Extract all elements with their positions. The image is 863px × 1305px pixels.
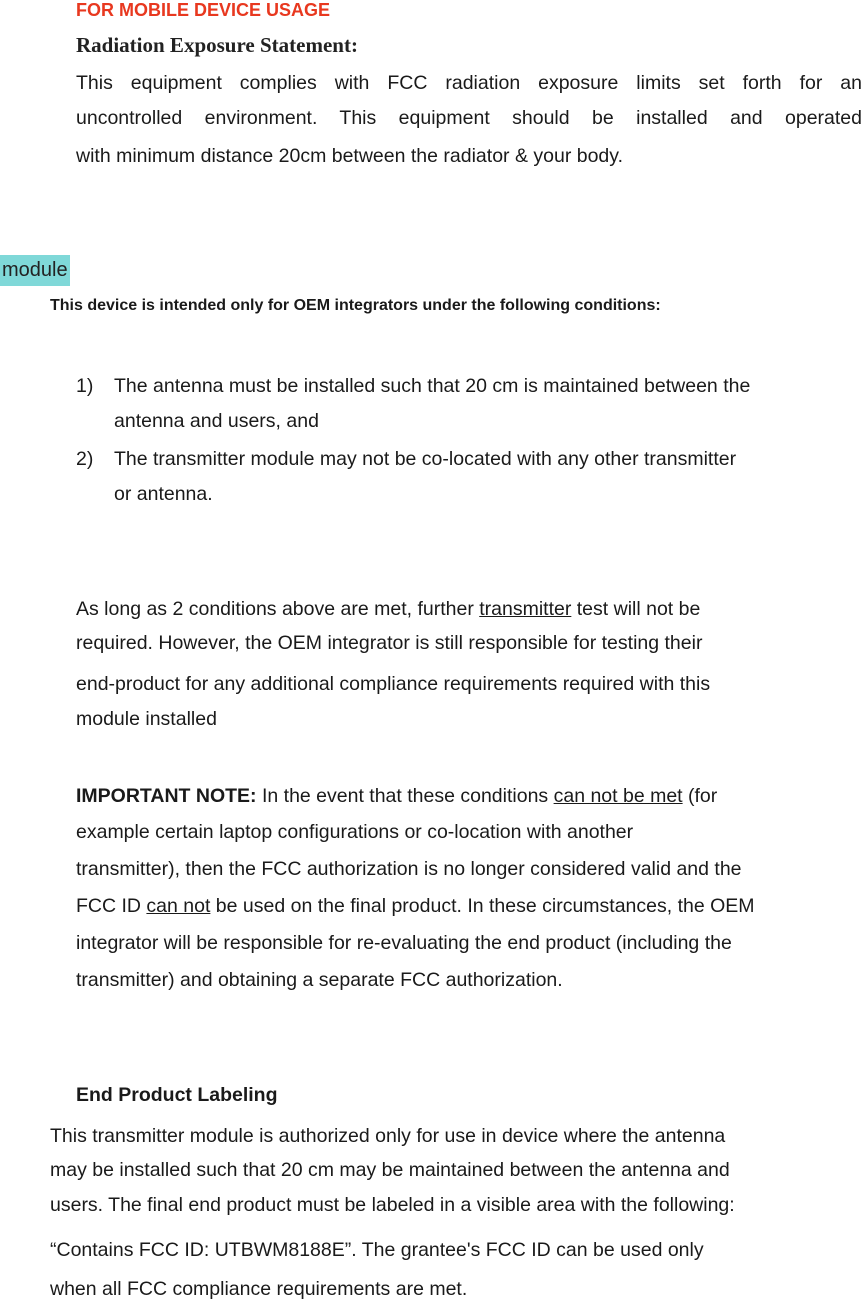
- labeling-line-5: when all FCC compliance requirements are met.: [50, 1278, 468, 1300]
- conditions-line-1: As long as 2 conditions above are met, further transmitter test will not be: [76, 598, 701, 620]
- note-line-5: integrator will be responsible for re-evaluating the end product (including the: [76, 932, 732, 954]
- note-line-1: IMPORTANT NOTE: In the event that these conditions can not be met (for: [76, 785, 718, 807]
- mobile-line-1: This equipment complies with FCC radiation exposure limits set forth for an: [76, 72, 862, 94]
- note-line-4: FCC ID can not be used on the final product. In these circumstances, the OEM: [76, 895, 755, 917]
- list-item-line: or antenna.: [114, 483, 213, 505]
- list-item-line: The antenna must be installed such that 20 cm is maintained between the: [114, 375, 751, 397]
- mobile-line-2: uncontrolled environment. This equipment should be installed and operated: [76, 107, 862, 129]
- module-highlight-tag: module: [0, 255, 70, 286]
- labeling-line-4: “Contains FCC ID: UTBWM8188E”. The grantee's FCC ID can be used only: [50, 1239, 704, 1261]
- mobile-usage-heading: FOR MOBILE DEVICE USAGE: [76, 0, 331, 20]
- note-line-6: transmitter) and obtaining a separate FCC authorization.: [76, 969, 563, 991]
- conditions-line-2: required. However, the OEM integrator is still responsible for testing their: [76, 632, 703, 654]
- list-item-line: antenna and users, and: [114, 410, 319, 432]
- mobile-line-3: with minimum distance 20cm between the radiator & your body.: [76, 145, 623, 167]
- list-item-line: The transmitter module may not be co-located with any other transmitter: [114, 448, 737, 470]
- list-item-number: 2): [76, 448, 94, 470]
- conditions-line-3: end-product for any additional compliance requirements required with this: [76, 673, 711, 695]
- can-not-be-met-underlined: can not be met: [553, 785, 683, 807]
- can-not-underlined: can not: [146, 895, 211, 917]
- list-item-number: 1): [76, 375, 94, 397]
- oem-intro: This device is intended only for OEM integrators under the following conditions:: [50, 297, 661, 314]
- important-note-label: IMPORTANT NOTE:: [76, 785, 257, 807]
- note-line-3: transmitter), then the FCC authorization is no longer considered valid and the: [76, 858, 742, 880]
- transmitter-underlined: transmitter: [479, 598, 572, 620]
- labeling-line-2: may be installed such that 20 cm may be maintained between the antenna and: [50, 1159, 730, 1181]
- radiation-statement-title: Radiation Exposure Statement:: [76, 33, 358, 57]
- labeling-line-3: users. The final end product must be labeled in a visible area with the following:: [50, 1194, 735, 1216]
- labeling-line-1: This transmitter module is authorized only for use in device where the antenna: [50, 1125, 726, 1147]
- end-product-labeling-heading: End Product Labeling: [76, 1084, 278, 1106]
- note-line-2: example certain laptop configurations or co-location with another: [76, 821, 634, 843]
- conditions-line-4: module installed: [76, 708, 217, 730]
